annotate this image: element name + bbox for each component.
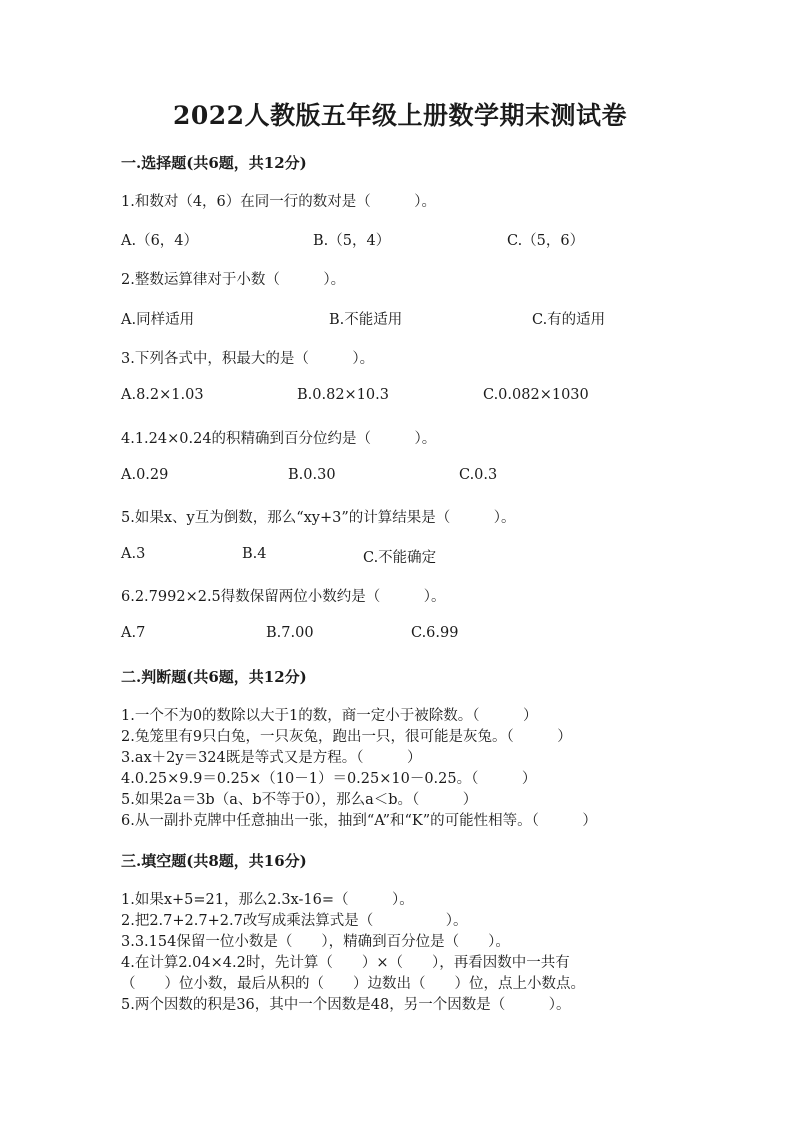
- section-heading-fill-blank: 三.填空题(共8题，共16分): [121, 852, 307, 870]
- option-c: C.（5，6）: [507, 233, 585, 249]
- option-b: B.不能适用: [329, 312, 403, 328]
- question-2: 2.整数运算律对于小数（ ）。: [121, 272, 346, 288]
- judgement-item: 1.一个不为0的数除以大于1的数，商一定小于被除数。（ ）: [121, 708, 538, 724]
- page-title: 2022人教版五年级上册数学期末测试卷: [172, 101, 628, 130]
- option-b: B.0.30: [288, 467, 336, 483]
- option-c: C.6.99: [411, 625, 459, 641]
- fill-blank-item: 4.在计算2.04×4.2时，先计算（ ）×（ ），再看因数中一共有: [121, 955, 570, 971]
- option-c: C.有的适用: [532, 312, 606, 328]
- section-heading-choice: 一.选择题(共6题，共12分): [121, 154, 307, 172]
- option-a: A.（6，4）: [121, 233, 199, 249]
- option-a: A.同样适用: [121, 312, 195, 328]
- question-5: 5.如果x、y互为倒数，那么“xy+3”的计算结果是（ ）。: [121, 510, 516, 526]
- section-heading-judgement: 二.判断题(共6题，共12分): [121, 668, 307, 686]
- judgement-item: 3.ax＋2y＝324既是等式又是方程。（ ）: [121, 750, 422, 766]
- option-a: A.3: [121, 546, 146, 562]
- option-a: A.8.2×1.03: [121, 387, 204, 403]
- option-a: A.0.29: [121, 467, 169, 483]
- fill-blank-item: 2.把2.7+2.7+2.7改写成乘法算式是（ ）。: [121, 913, 468, 929]
- judgement-item: 5.如果2a＝3b（a、b不等于0），那么a＜b。（ ）: [121, 792, 478, 808]
- question-6: 6.2.7992×2.5得数保留两位小数约是（ ）。: [121, 589, 446, 605]
- fill-blank-item: 5.两个因数的积是36，其中一个因数是48，另一个因数是（ ）。: [121, 997, 571, 1013]
- option-b: B.（5，4）: [313, 233, 391, 249]
- option-b: B.7.00: [266, 625, 314, 641]
- judgement-item: 2.兔笼里有9只白兔，一只灰兔，跑出一只，很可能是灰兔。（ ）: [121, 729, 572, 745]
- fill-blank-item: 1.如果x+5=21，那么2.3x-16=（ ）。: [121, 892, 414, 908]
- option-a: A.7: [121, 625, 146, 641]
- option-c: C.0.082×1030: [483, 387, 589, 403]
- judgement-item: 6.从一副扑克牌中任意抽出一张，抽到“A”和“K”的可能性相等。（ ）: [121, 813, 597, 829]
- option-b: B.4: [242, 546, 267, 562]
- option-c: C.不能确定: [363, 550, 437, 566]
- judgement-item: 4.0.25×9.9＝0.25×（10－1）＝0.25×10－0.25。（ ）: [121, 771, 537, 787]
- fill-blank-item: 3.3.154保留一位小数是（ ），精确到百分位是（ ）。: [121, 934, 510, 950]
- question-4: 4.1.24×0.24的积精确到百分位约是（ ）。: [121, 431, 437, 447]
- question-3: 3.下列各式中，积最大的是（ ）。: [121, 351, 375, 367]
- fill-blank-item-continued: （ ）位小数，最后从积的（ ）边数出（ ）位，点上小数点。: [121, 976, 585, 992]
- question-1: 1.和数对（4，6）在同一行的数对是（ ）。: [121, 194, 437, 210]
- option-b: B.0.82×10.3: [297, 387, 389, 403]
- option-c: C.0.3: [459, 467, 498, 483]
